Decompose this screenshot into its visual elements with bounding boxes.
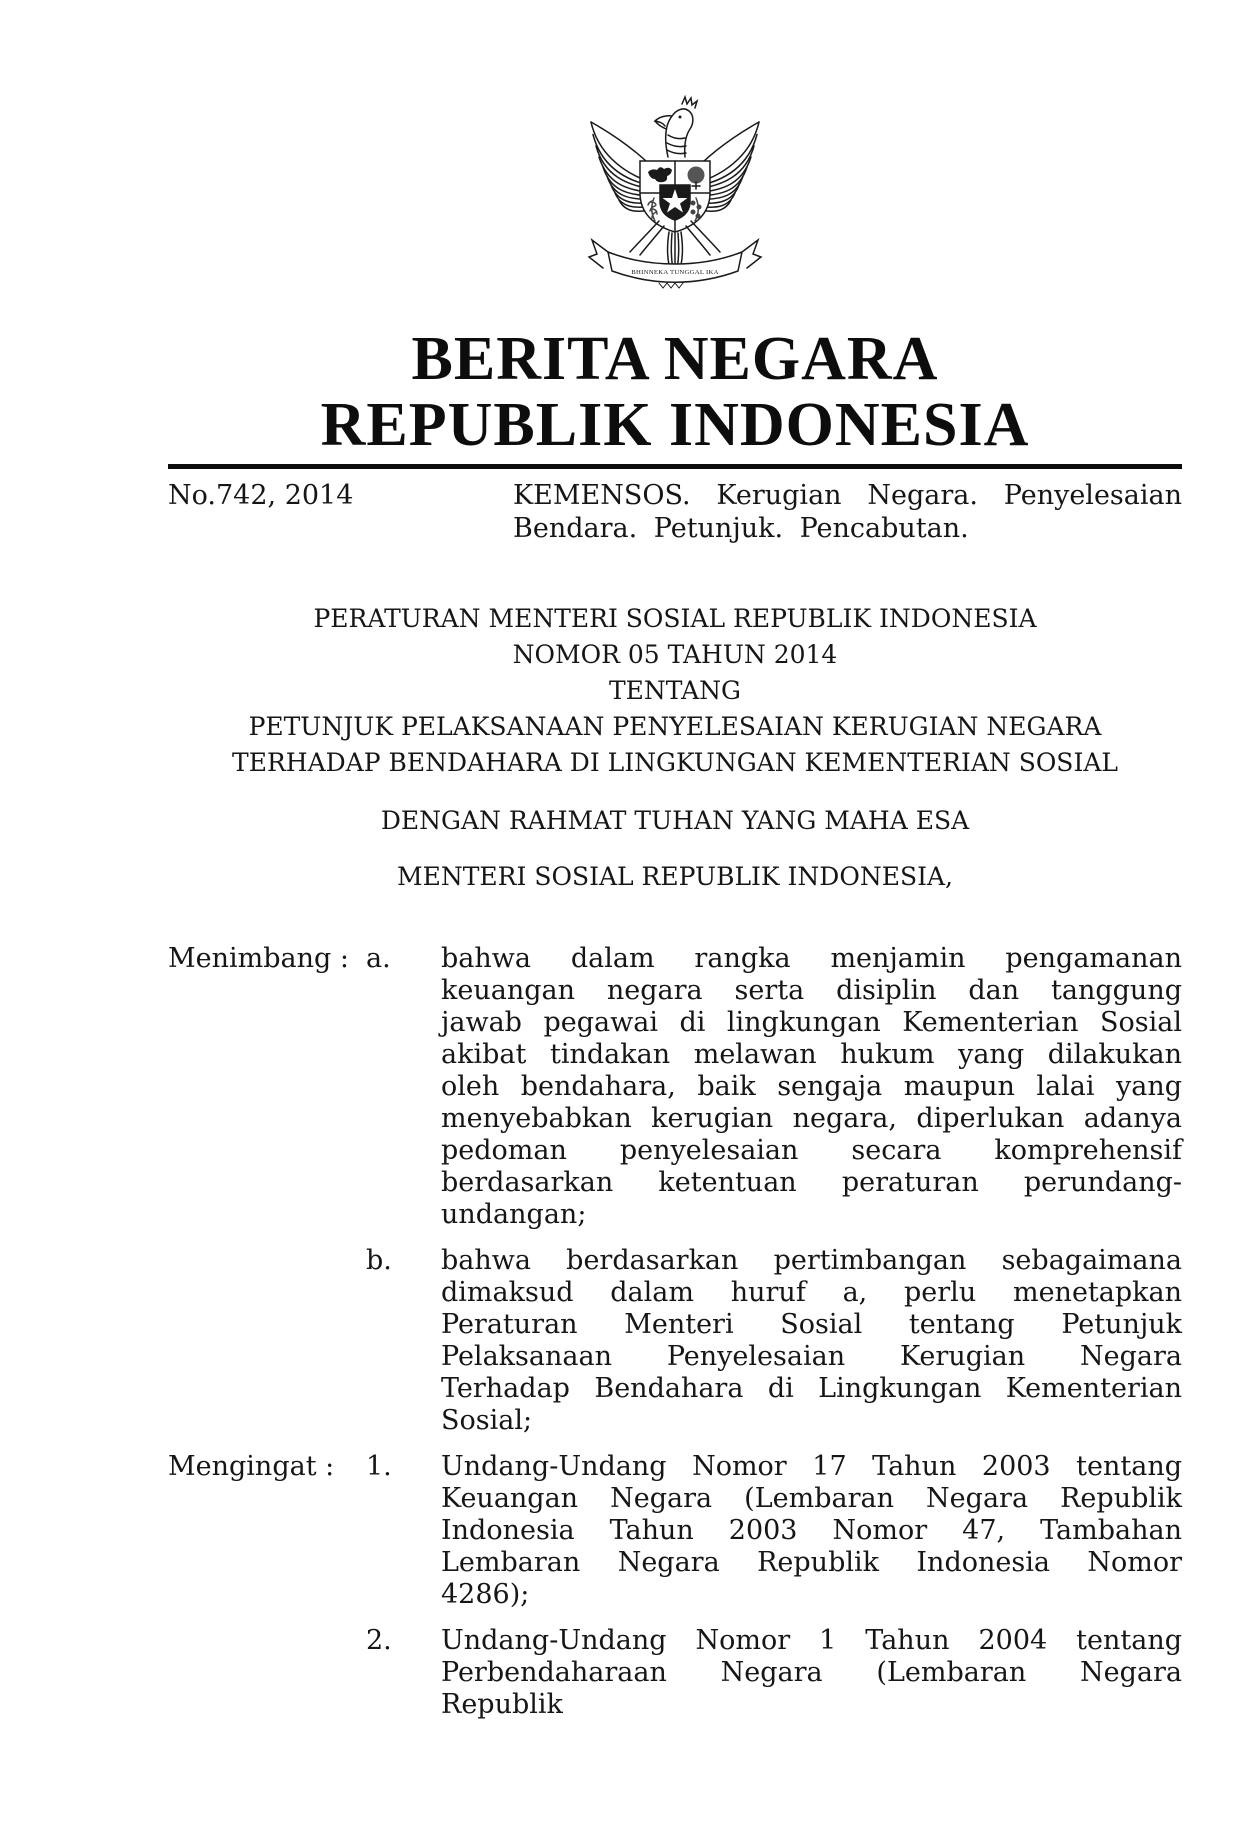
gazette-meta-row	[168, 479, 1182, 545]
gazette-title	[168, 326, 1182, 458]
item-marker: 1.	[366, 1451, 392, 1482]
regulation-title: PERATURAN MENTERI SOSIAL REPUBLIK INDONESIA	[313, 604, 1037, 633]
item-text: bahwa dalam rangka menjamin pengamanan keuangan negara serta disiplin dan tanggung jawab pegawai di lingkungan Kementerian Sosial akibat tindakan melawan hukum yang dilakukan oleh bendahara, baik sengaja maupun lalai yang menyebabkan kerugian negara, diperlukan adanya pedoman penyelesaian secara komprehensif berdasarkan ketentuan peraturan perundang-undangan;	[441, 943, 1182, 1230]
item-text: bahwa berdasarkan pertimbangan sebagaimana dimaksud dalam huruf a, perlu menetapkan Peraturan Menteri Sosial tentang Petunjuk Pelaksanaan Penyelesaian Kerugian Negara Terhadap Bendahara di Lingkungan Kementerian Sosial;	[441, 1245, 1182, 1436]
gazette-subject-abstract: KEMENSOS. Kerugian Negara. Penyelesaian Bendara. Petunjuk. Pencabutan.	[513, 480, 1182, 544]
authority: MENTERI SOSIAL REPUBLIK INDONESIA,	[397, 862, 953, 891]
considerations-label: Menimbang :	[168, 943, 350, 974]
label-separator: :	[325, 1451, 335, 1482]
item-text: Undang-Undang Nomor 1 Tahun 2004 tentang Perbendaharaan Negara (Lembaran Negara Republik	[441, 1625, 1182, 1720]
gazette-number: No.742, 2014	[168, 480, 354, 511]
legal-basis-item-1	[168, 1451, 1182, 1611]
item-marker: 2.	[366, 1625, 392, 1656]
item-marker: a.	[366, 943, 391, 974]
pancasila-shield	[640, 161, 710, 232]
legal-basis-label: Mengingat :	[168, 1451, 335, 1482]
item-text: Undang-Undang Nomor 17 Tahun 2003 tentang Keuangan Negara (Lembaran Negara Republik Indonesia Tahun 2003 Nomor 47, Tambahan Lembaran Negara Republik Indonesia Nomor 4286);	[441, 1451, 1182, 1610]
masthead-divider	[168, 464, 1182, 469]
gazette-title-line1: BERITA NEGARA	[411, 325, 939, 393]
item-marker: b.	[366, 1245, 392, 1276]
gazette-title-line2: REPUBLIK INDONESIA	[320, 391, 1030, 459]
regulation-heading	[168, 601, 1182, 781]
preamble	[168, 943, 1182, 1721]
consideration-item-b	[168, 1245, 1182, 1437]
consideration-item-a	[168, 943, 1182, 1231]
motto-text: BHINNEKA TUNGGAL IKA	[631, 269, 719, 276]
regulation-about-label: TENTANG	[608, 676, 741, 705]
label-separator: :	[339, 943, 350, 974]
regulation-subject-line1: PETUNJUK PELAKSANAAN PENYELESAIAN KERUGIAN NEGARA	[248, 712, 1102, 741]
legal-basis-item-2	[168, 1625, 1182, 1721]
invocation: DENGAN RAHMAT TUHAN YANG MAHA ESA	[380, 806, 970, 835]
garuda-pancasila-emblem	[584, 86, 766, 290]
regulation-subject-line2: TERHADAP BENDAHARA DI LINGKUNGAN KEMENTERIAN SOSIAL	[232, 748, 1118, 777]
regulation-number: NOMOR 05 TAHUN 2014	[512, 640, 838, 669]
eagle-head	[655, 97, 697, 157]
gazette-page	[58, 86, 1182, 1721]
